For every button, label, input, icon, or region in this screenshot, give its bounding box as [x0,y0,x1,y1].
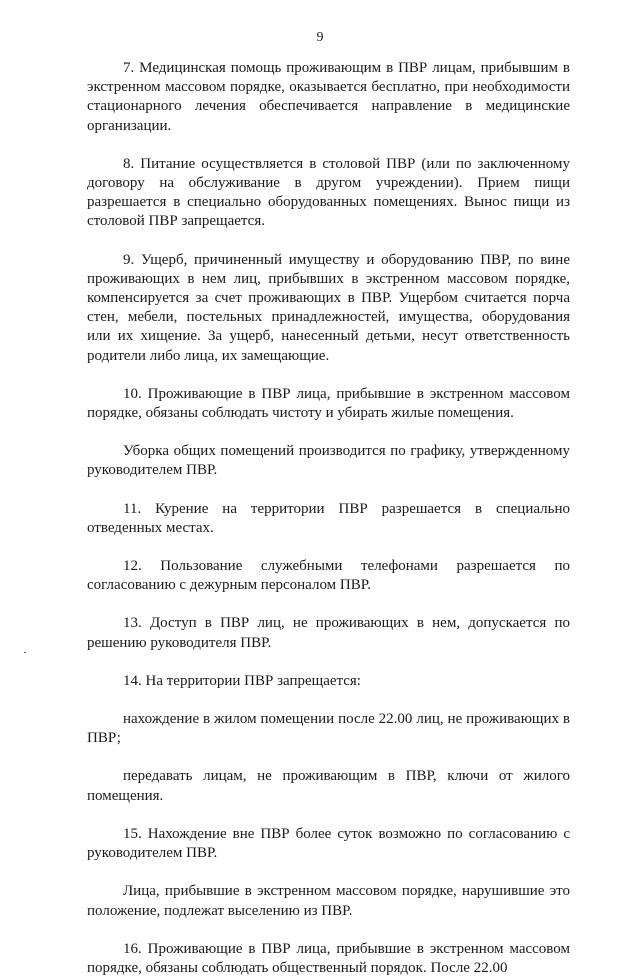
scan-mark [24,652,26,653]
paragraph-8-meals: 8. Питание осуществляется в столовой ПВР (или по заключенному договору на обслуживание в другом учреждении). Прием пищи разрешается в специально оборудованных помещениях. Вынос пищи из столовой ПВР запрещается. [87,155,570,230]
paragraph-16-public-order: 16. Проживающие в ПВР лица, прибывшие в экстренном массовом порядке, обязаны соблюдать общественный порядок. После 22.00 [87,940,570,976]
paragraph-14-item-presence: нахождение в жилом помещении после 22.00 лиц, не проживающих в ПВР; [87,711,570,747]
paragraph-10-cleanliness: 10. Проживающие в ПВР лица, прибывшие в экстренном массовом порядке, обязаны соблюдать чистоту и убирать жилые помещения. [87,385,570,422]
paragraph-14-prohibited: 14. На территории ПВР запрещается: [123,672,361,689]
paragraph-eviction: Лица, прибывшие в экстренном массовом порядке, нарушившие это положение, подлежат выселению из ПВР. [87,883,570,919]
paragraph-9-damage: 9. Ущерб, причиненный имуществу и оборудованию ПВР, по вине проживающих в нем лиц, прибывших в экстренном массовом порядке, компенсируется за счет проживающих в ПВР. Ущербом считается порча стен, мебели, постельных принадлежностей, имущества, оборудования или их хищение. За ущерб, нанесенный детьми, несут ответственность родители либо лица, их замещающие. [87,251,570,364]
paragraph-15-absence: 15. Нахождение вне ПВР более суток возможно по согласованию с руководителем ПВР. [87,825,570,862]
page-number: 9 [316,30,324,45]
paragraph-7-medical-care: 7. Медицинская помощь проживающим в ПВР лицам, прибывшим в экстренном массовом порядке, оказывается бесплатно, при необходимости стационарного лечения обеспечивается направление в медицинские организации. [87,60,570,134]
paragraph-cleaning-schedule: Уборка общих помещений производится по графику, утвержденному руководителем ПВР. [87,443,570,479]
paragraph-13-access: 13. Доступ в ПВР лиц, не проживающих в нем, допускается по решению руководителя ПВР. [87,615,570,651]
paragraph-14-item-keys: передавать лицам, не проживающим в ПВР, ключи от жилого помещения. [87,768,570,804]
document-body [87,59,570,978]
paragraph-11-smoking: 11. Курение на территории ПВР разрешается в специально отведенных местах. [87,500,570,536]
paragraph-12-phones: 12. Пользование служебными телефонами разрешается по согласованию с дежурным персоналом ПВР. [87,558,570,594]
